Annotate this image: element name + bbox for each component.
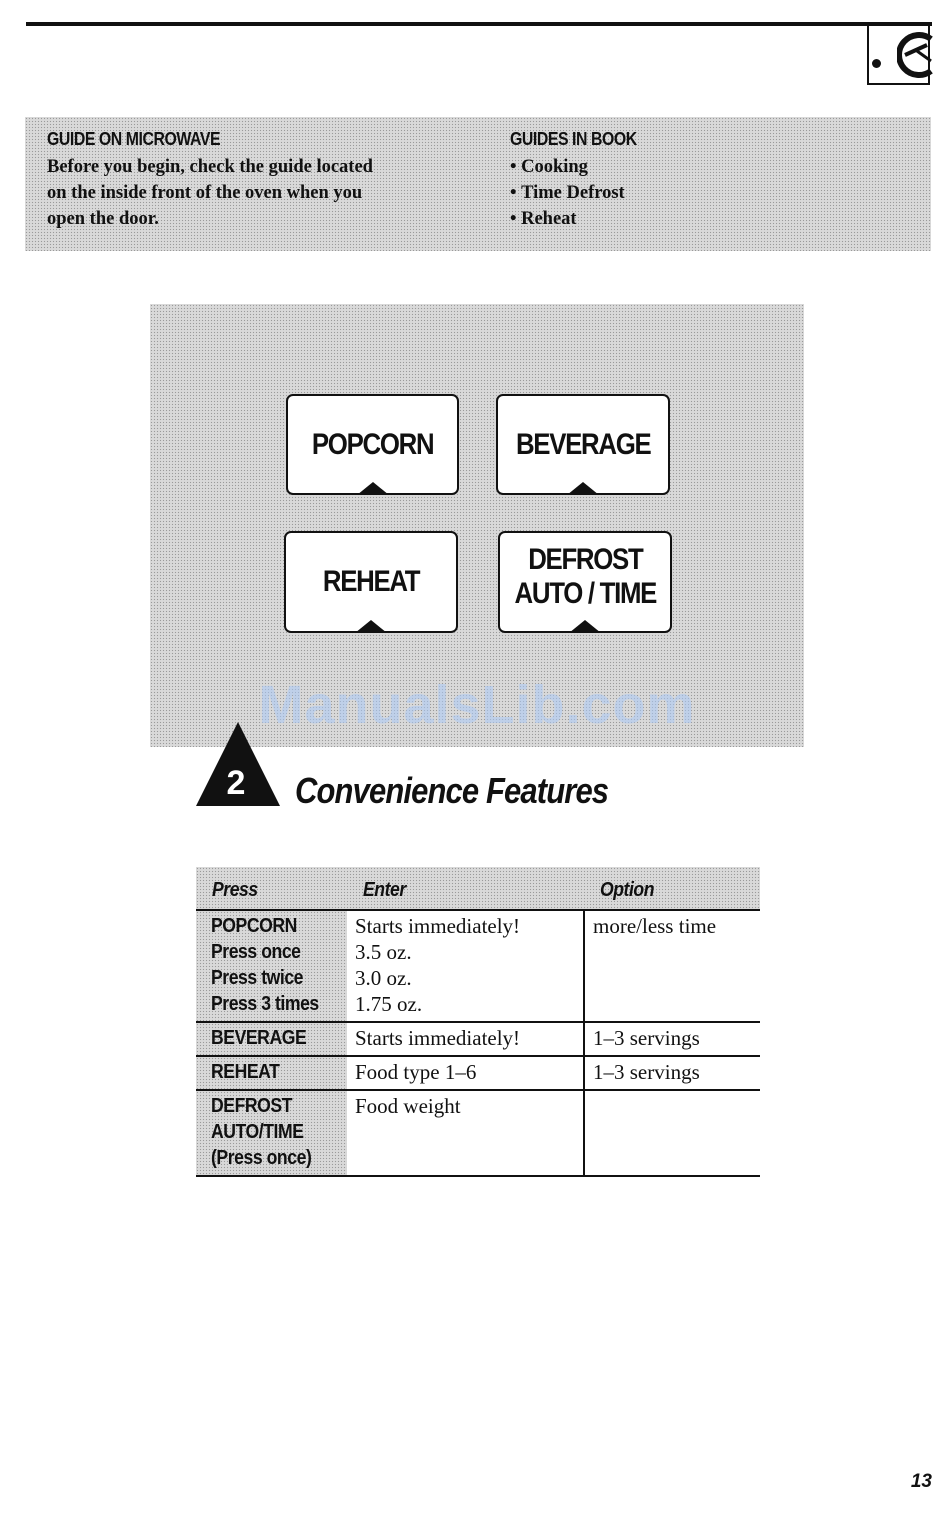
enter-line: Food type 1–6 (355, 1060, 477, 1084)
guide-on-microwave-text (47, 154, 373, 232)
list-item: • Reheat (510, 206, 654, 232)
option-cell (584, 1056, 760, 1090)
watermark: ManualsLib.com (258, 675, 696, 735)
option-cell (584, 910, 760, 1022)
press-line: AUTO/TIME (211, 1121, 304, 1143)
enter-line: Starts immediately! (355, 914, 521, 938)
section-title: Convenience Features (295, 770, 609, 811)
option-cell (584, 1090, 760, 1176)
guide-text-line: on the inside front of the oven when you (47, 183, 363, 203)
tab-dot (872, 59, 881, 68)
reheat-key[interactable] (284, 531, 458, 633)
header-option: Option (584, 867, 760, 910)
guide-text-line: Before you begin, check the guide located (47, 157, 373, 177)
option-line: 1–3 servings (593, 1060, 700, 1084)
press-cell (196, 1090, 347, 1176)
defrost-key-label (503, 543, 668, 611)
enter-line: Food weight (355, 1094, 461, 1118)
beverage-key-label: BEVERAGE (515, 427, 651, 461)
control-panel-illustration (150, 304, 804, 747)
press-line: POPCORN (211, 915, 297, 937)
table-row (196, 1090, 760, 1176)
press-cell (196, 1022, 347, 1056)
enter-line: Starts immediately! (355, 1026, 521, 1050)
option-line: 1–3 servings (593, 1026, 700, 1050)
press-line: DEFROST (211, 1095, 293, 1117)
press-line: Press once (211, 941, 301, 963)
page-number: 13 (910, 1471, 932, 1492)
enter-line: 3.0 oz. (355, 966, 412, 990)
enter-line: 3.5 oz. (355, 940, 412, 964)
press-line: Press 3 times (211, 993, 319, 1015)
section-triangle-icon (196, 722, 280, 806)
enter-cell (347, 1022, 584, 1056)
guides-in-book-list (510, 154, 654, 232)
defrost-key-line: DEFROST (527, 543, 643, 576)
table-row (196, 910, 760, 1022)
list-item: • Time Defrost (510, 180, 654, 206)
header-enter: Enter (347, 867, 584, 910)
press-cell (196, 1056, 347, 1090)
key-triangle-icon (355, 620, 387, 633)
top-rule (26, 22, 932, 26)
chapter-icon (897, 31, 935, 79)
key-triangle-icon (567, 482, 599, 495)
defrost-auto-time-key[interactable] (498, 531, 672, 633)
guides-in-book-heading: GUIDES IN BOOK (510, 129, 637, 149)
chapter-tab (867, 26, 930, 85)
guide-on-microwave-heading: GUIDE ON MICROWAVE (47, 129, 221, 149)
guide-info-box (25, 117, 931, 251)
popcorn-key[interactable] (286, 394, 459, 495)
guide-text-line: open the door. (47, 209, 159, 229)
press-line: (Press once) (211, 1147, 312, 1169)
defrost-key-line: AUTO / TIME (514, 577, 656, 610)
popcorn-key-label: POPCORN (311, 427, 434, 461)
key-triangle-icon (357, 482, 389, 495)
enter-cell (347, 910, 584, 1022)
enter-line: 1.75 oz. (355, 992, 423, 1016)
section-number: 2 (226, 764, 246, 802)
option-line: more/less time (593, 914, 717, 938)
list-item: • Cooking (510, 154, 654, 180)
enter-cell (347, 1090, 584, 1176)
beverage-key[interactable] (496, 394, 670, 495)
press-cell (196, 910, 347, 1022)
table-row (196, 1022, 760, 1056)
press-line: REHEAT (211, 1061, 280, 1083)
key-triangle-icon (569, 620, 601, 633)
option-cell (584, 1022, 760, 1056)
press-line: BEVERAGE (211, 1027, 307, 1049)
table-header-row (196, 867, 760, 910)
enter-cell (347, 1056, 584, 1090)
header-press: Press (196, 867, 347, 910)
press-line: Press twice (211, 967, 304, 989)
convenience-features-table (196, 867, 760, 1177)
guides-in-book (510, 129, 654, 232)
table-row (196, 1056, 760, 1090)
reheat-key-label: REHEAT (322, 565, 420, 598)
guide-on-microwave (47, 129, 373, 232)
